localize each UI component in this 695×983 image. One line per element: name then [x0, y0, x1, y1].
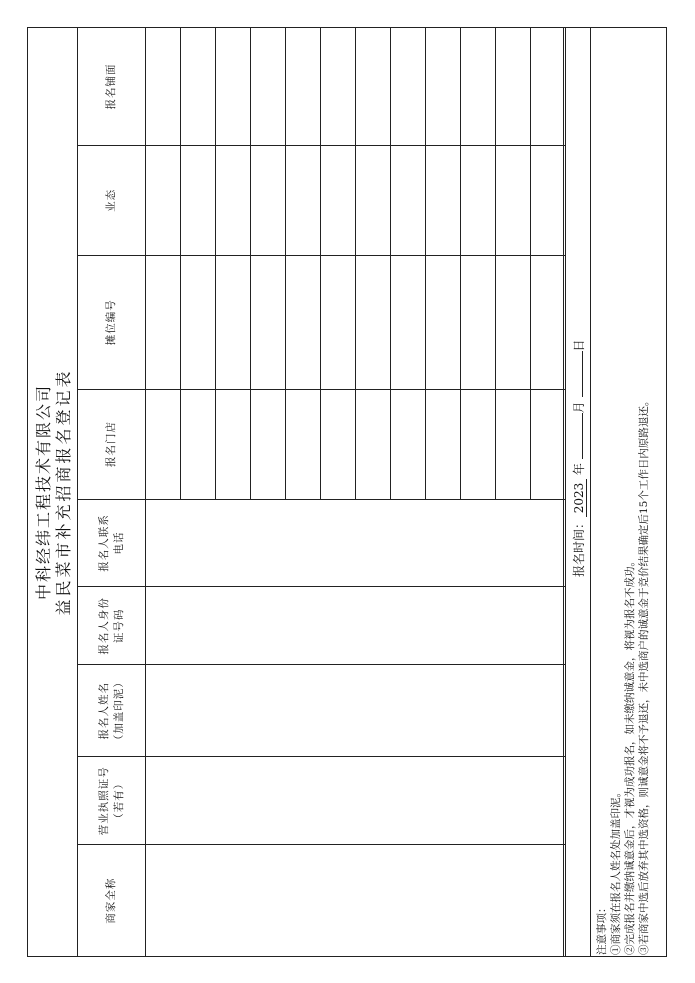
entry-cell[interactable]: [321, 665, 356, 757]
entry-cell[interactable]: [426, 389, 461, 499]
column-header: [78, 757, 146, 845]
column-header: [78, 845, 146, 957]
entry-cell[interactable]: [391, 757, 426, 845]
entry-cell[interactable]: [321, 845, 356, 957]
column-header-line: 报名门店: [105, 421, 117, 468]
notes-section: [595, 396, 651, 955]
entry-cell[interactable]: [391, 587, 426, 665]
table-row: [496, 28, 531, 957]
entry-cell[interactable]: [426, 845, 461, 957]
entry-cell[interactable]: [356, 845, 391, 957]
entry-cell[interactable]: [356, 255, 391, 389]
column-header: [78, 587, 146, 665]
column-header-line: 电话: [112, 531, 125, 555]
column-header-line: 证号码: [112, 608, 125, 644]
registration-form-sheet: [27, 27, 667, 957]
day-unit: 日: [572, 339, 586, 352]
entry-cell[interactable]: [461, 587, 496, 665]
entry-cell[interactable]: [426, 665, 461, 757]
entry-cell[interactable]: [321, 28, 356, 146]
entry-cell[interactable]: [286, 255, 321, 389]
note-item: ①商家须在报名人姓名处加盖印泥。: [610, 787, 622, 955]
entry-cell[interactable]: [391, 255, 426, 389]
entry-cell[interactable]: [321, 587, 356, 665]
entry-cell[interactable]: [181, 255, 216, 389]
entry-cell[interactable]: [391, 28, 426, 146]
table-row: [181, 28, 216, 957]
entry-cell[interactable]: [496, 389, 531, 499]
table-row: [356, 28, 391, 957]
entry-cell[interactable]: [181, 389, 216, 499]
entry-cell[interactable]: [321, 757, 356, 845]
table-row: [216, 28, 251, 957]
column-header: [78, 145, 146, 255]
entry-cell[interactable]: [496, 145, 531, 255]
entry-cell[interactable]: [426, 757, 461, 845]
entry-cell[interactable]: [461, 499, 496, 587]
entry-cell[interactable]: [461, 665, 496, 757]
entry-cell[interactable]: [356, 28, 391, 146]
column-header-line: 报名人身份: [97, 597, 110, 655]
column-header-line: 摊位编号: [105, 299, 117, 346]
column-header: [78, 499, 146, 587]
entry-cell[interactable]: [496, 757, 531, 845]
entry-cell[interactable]: [531, 665, 566, 757]
form-title: 益民菜市补充招商报名登记表: [54, 368, 73, 616]
registration-date: [570, 339, 587, 577]
entry-cell[interactable]: [496, 499, 531, 587]
entry-cell[interactable]: [286, 145, 321, 255]
registration-table: [77, 27, 566, 957]
entry-cell[interactable]: [426, 145, 461, 255]
entry-cell[interactable]: [356, 499, 391, 587]
entry-cell[interactable]: [531, 28, 566, 146]
company-name: 中科经纬工程技术有限公司: [34, 384, 53, 601]
entry-cell[interactable]: [216, 587, 251, 665]
entry-cell[interactable]: [496, 587, 531, 665]
entry-cell[interactable]: [496, 28, 531, 146]
column-header: [78, 389, 146, 499]
year-value[interactable]: 2023: [573, 479, 587, 517]
entry-cell[interactable]: [531, 845, 566, 957]
column-header-line: （若有）: [112, 777, 125, 824]
entry-cell[interactable]: [356, 145, 391, 255]
entry-cell[interactable]: [531, 255, 566, 389]
entry-cell[interactable]: [461, 255, 496, 389]
entry-cell[interactable]: [426, 255, 461, 389]
entry-cell[interactable]: [531, 587, 566, 665]
entry-cell[interactable]: [146, 499, 181, 587]
entry-cell[interactable]: [391, 665, 426, 757]
entry-cell[interactable]: [146, 255, 181, 389]
entry-cell[interactable]: [146, 389, 181, 499]
entry-cell[interactable]: [496, 255, 531, 389]
entry-cell[interactable]: [531, 389, 566, 499]
entry-cell[interactable]: [286, 499, 321, 587]
entry-cell[interactable]: [181, 145, 216, 255]
day-blank[interactable]: [582, 351, 583, 397]
entry-cell[interactable]: [286, 665, 321, 757]
entry-cell[interactable]: [251, 499, 286, 587]
entry-cell[interactable]: [531, 757, 566, 845]
entry-cell[interactable]: [181, 499, 216, 587]
entry-cell[interactable]: [251, 845, 286, 957]
table-row: [531, 28, 566, 957]
entry-cell[interactable]: [146, 28, 181, 146]
entry-cell[interactable]: [181, 665, 216, 757]
entry-cell[interactable]: [356, 587, 391, 665]
entry-cell[interactable]: [391, 145, 426, 255]
table-row: [461, 28, 496, 957]
year-unit: 年: [572, 463, 586, 476]
entry-cell[interactable]: [146, 845, 181, 957]
entry-cell[interactable]: [286, 389, 321, 499]
table-row: [391, 28, 426, 957]
entry-cell[interactable]: [286, 28, 321, 146]
entry-cell[interactable]: [356, 757, 391, 845]
note-item: ③若商家中选后放弃其中选资格，则诚意金将不予退还，未中选商户的诚意金于竞价结果确定后15个工作日内原路退还。: [638, 395, 650, 955]
entry-cell[interactable]: [391, 845, 426, 957]
entry-cell[interactable]: [216, 255, 251, 389]
entry-cell[interactable]: [251, 757, 286, 845]
entry-cell[interactable]: [461, 28, 496, 146]
note-item: ②完成报名并缴纳诚意金后，才视为成功报名，如未缴纳诚意金，将视为报名不成功。: [624, 556, 636, 955]
entry-cell[interactable]: [251, 665, 286, 757]
table-row: [321, 28, 356, 957]
notes-heading: 注意事项：: [596, 902, 608, 955]
entry-cell[interactable]: [321, 255, 356, 389]
entry-cell[interactable]: [216, 389, 251, 499]
entry-cell[interactable]: [146, 587, 181, 665]
entry-cell[interactable]: [216, 499, 251, 587]
entry-cell[interactable]: [531, 145, 566, 255]
entry-cell[interactable]: [531, 499, 566, 587]
registration-date-bar: [563, 27, 591, 957]
entry-cell[interactable]: [216, 845, 251, 957]
entry-cell[interactable]: [146, 665, 181, 757]
column-header-line: 业态: [105, 188, 117, 212]
table-row: [251, 28, 286, 957]
entry-cell[interactable]: [461, 757, 496, 845]
entry-cell[interactable]: [251, 587, 286, 665]
entry-cell[interactable]: [426, 499, 461, 587]
column-header: [78, 28, 146, 146]
column-header: [78, 665, 146, 757]
entry-cell[interactable]: [216, 145, 251, 255]
entry-cell[interactable]: [251, 28, 286, 146]
entry-cell[interactable]: [321, 389, 356, 499]
entry-cell[interactable]: [426, 28, 461, 146]
column-header-line: 商家全称: [105, 877, 117, 924]
entry-cell[interactable]: [391, 499, 426, 587]
entry-cell[interactable]: [181, 845, 216, 957]
column-header-line: 报名铺面: [105, 63, 117, 110]
entry-cell[interactable]: [286, 845, 321, 957]
entry-cell[interactable]: [426, 587, 461, 665]
entry-cell[interactable]: [146, 757, 181, 845]
entry-cell[interactable]: [251, 255, 286, 389]
table-row: [146, 28, 181, 957]
month-unit: 月: [572, 401, 586, 414]
entry-cell[interactable]: [216, 28, 251, 146]
entry-cell[interactable]: [461, 145, 496, 255]
entry-cell[interactable]: [391, 389, 426, 499]
entry-cell[interactable]: [216, 665, 251, 757]
entry-cell[interactable]: [181, 757, 216, 845]
entry-cell[interactable]: [321, 145, 356, 255]
entry-cell[interactable]: [461, 389, 496, 499]
entry-cell[interactable]: [286, 757, 321, 845]
entry-cell[interactable]: [356, 389, 391, 499]
header-row: [78, 28, 146, 957]
entry-cell[interactable]: [251, 145, 286, 255]
entry-cell[interactable]: [496, 665, 531, 757]
month-blank[interactable]: [582, 413, 583, 459]
column-header-line: 报名人联系: [97, 514, 110, 572]
entry-cell[interactable]: [461, 845, 496, 957]
entry-cell[interactable]: [286, 587, 321, 665]
entry-cell[interactable]: [181, 28, 216, 146]
entry-cell[interactable]: [496, 845, 531, 957]
column-header-line: （加盖印泥）: [112, 676, 125, 746]
column-header: [78, 255, 146, 389]
table-row: [426, 28, 461, 957]
date-label: 报名时间：: [572, 516, 586, 577]
entry-cell[interactable]: [216, 757, 251, 845]
column-header-line: 报名人姓名: [97, 682, 110, 740]
entry-cell[interactable]: [146, 145, 181, 255]
entry-cell[interactable]: [181, 587, 216, 665]
column-header-line: 营业执照证号: [97, 766, 110, 836]
entry-cell[interactable]: [321, 499, 356, 587]
table-row: [286, 28, 321, 957]
entry-cell[interactable]: [356, 665, 391, 757]
entry-cell[interactable]: [251, 389, 286, 499]
